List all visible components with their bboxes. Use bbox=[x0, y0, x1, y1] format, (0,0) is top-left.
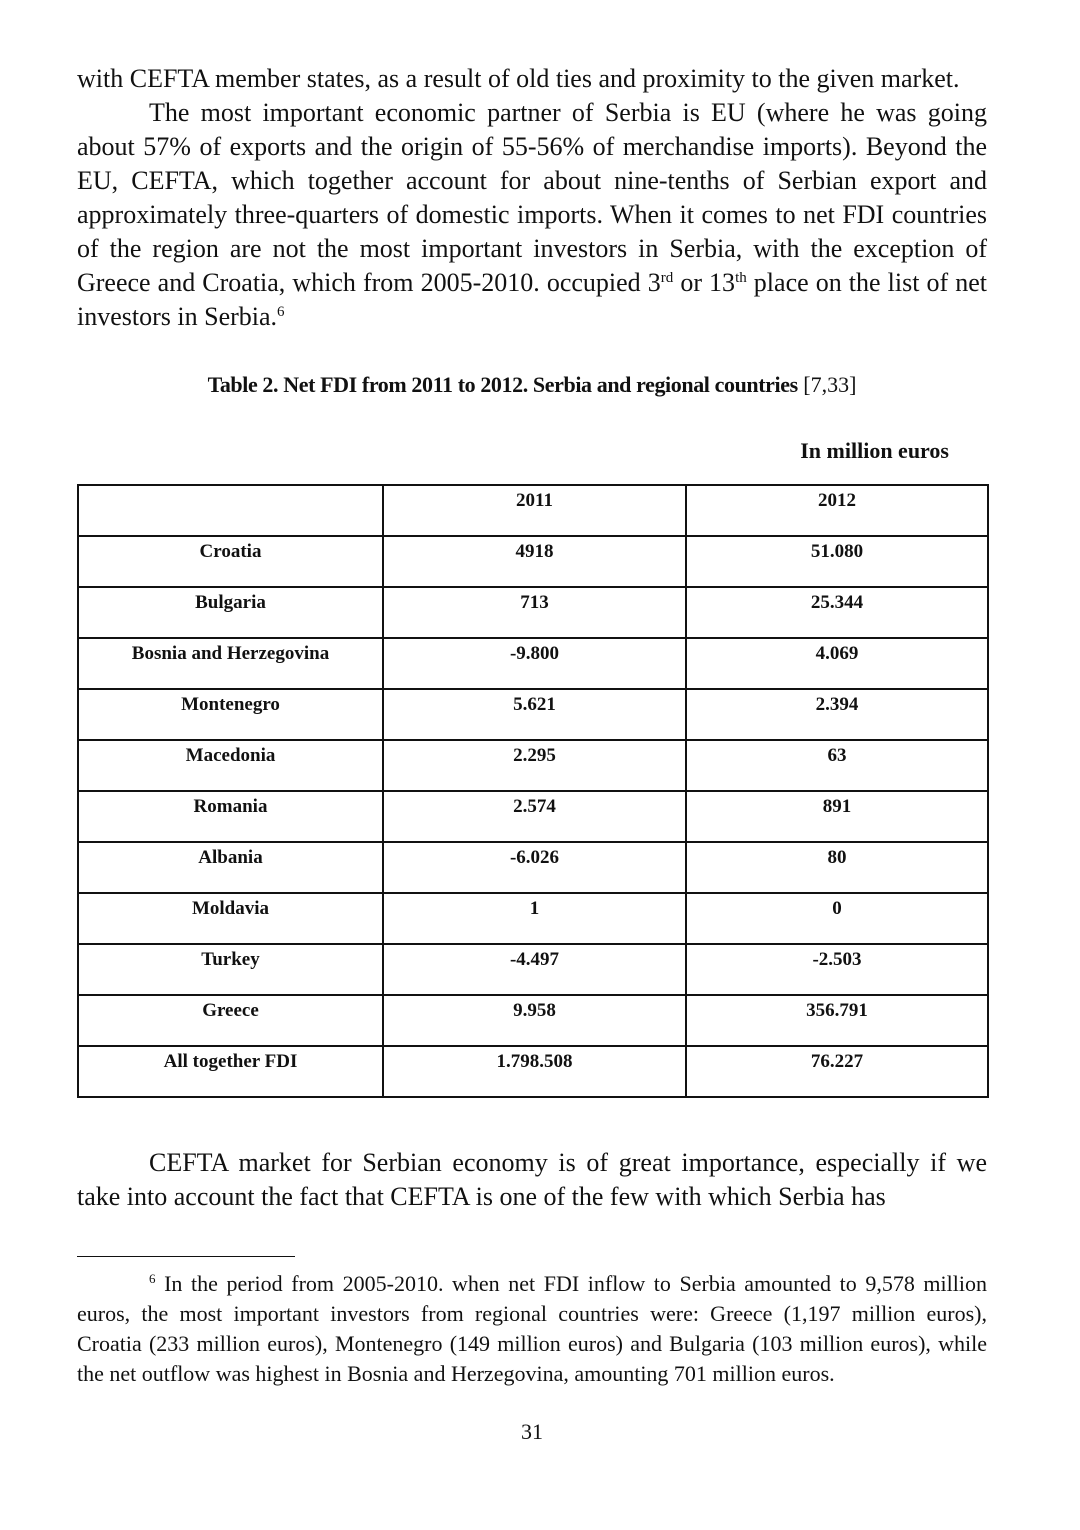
ordinal-suffix-th: th bbox=[735, 270, 747, 286]
footnote-separator bbox=[77, 1256, 295, 1257]
value-2011-cell: 4918 bbox=[383, 536, 686, 587]
country-cell: Romania bbox=[78, 791, 383, 842]
value-2011-cell: -6.026 bbox=[383, 842, 686, 893]
fdi-table bbox=[77, 484, 989, 1098]
country-cell: Bosnia and Herzegovina bbox=[78, 638, 383, 689]
paragraph-2-text-a: The most important economic partner of Serbia is EU (where he was going about 57% of exports and the origin of 55-56% of merchandise imports). Beyond the EU, CEFTA, which together account for about nine-tenths of Serbian export and approximately three-quarters of domestic imports. When it comes to net FDI countries of the region are not the most important investors in Serbia, with the exception of Greece and Croatia, which from 2005-2010. occupied 3 bbox=[77, 98, 987, 297]
country-cell: Macedonia bbox=[78, 740, 383, 791]
paragraph-2 bbox=[77, 96, 987, 334]
country-cell: Turkey bbox=[78, 944, 383, 995]
table-header-row bbox=[78, 485, 988, 536]
value-2012-cell: 80 bbox=[686, 842, 988, 893]
value-2012-cell: -2.503 bbox=[686, 944, 988, 995]
value-2011-cell: 713 bbox=[383, 587, 686, 638]
value-2012-cell: 63 bbox=[686, 740, 988, 791]
value-2012-cell: 891 bbox=[686, 791, 988, 842]
table-caption-citation: [7,33] bbox=[803, 372, 857, 397]
value-2011-cell: 5.621 bbox=[383, 689, 686, 740]
value-2011-cell: 2.295 bbox=[383, 740, 686, 791]
footnote-text: In the period from 2005-2010. when net FDI inflow to Serbia amounted to 9,578 million euros, the most important investors from regional countries were: Greece (1,197 million euros), Croatia (233 million euros), Montenegro (149 million euros) and Bulgaria (103 million euros), while the net outflow was highest in Bosnia and Herzegovina, amounting 701 million euros. bbox=[77, 1271, 987, 1386]
table-row bbox=[78, 944, 988, 995]
value-2011-cell: 9.958 bbox=[383, 995, 686, 1046]
header-cell-2011: 2011 bbox=[383, 485, 686, 536]
country-cell: Greece bbox=[78, 995, 383, 1046]
table-row bbox=[78, 587, 988, 638]
value-2011-cell: 1.798.508 bbox=[383, 1046, 686, 1097]
paragraph-2-text-c: place on the list of net investors in Serbia. bbox=[77, 268, 987, 331]
table-row bbox=[78, 842, 988, 893]
value-2012-cell: 356.791 bbox=[686, 995, 988, 1046]
paragraph-1: with CEFTA member states, as a result of old ties and proximity to the given market. bbox=[77, 64, 960, 93]
table-row bbox=[78, 995, 988, 1046]
table-row bbox=[78, 791, 988, 842]
country-cell: Bulgaria bbox=[78, 587, 383, 638]
table-row bbox=[78, 893, 988, 944]
country-cell: Montenegro bbox=[78, 689, 383, 740]
country-cell: Croatia bbox=[78, 536, 383, 587]
value-2012-cell: 2.394 bbox=[686, 689, 988, 740]
ordinal-suffix-rd: rd bbox=[660, 270, 674, 286]
header-cell-2012: 2012 bbox=[686, 485, 988, 536]
value-2012-cell: 51.080 bbox=[686, 536, 988, 587]
table-row bbox=[78, 638, 988, 689]
value-2011-cell: -4.497 bbox=[383, 944, 686, 995]
footnote bbox=[77, 1269, 987, 1389]
value-2012-cell: 4.069 bbox=[686, 638, 988, 689]
country-cell: Albania bbox=[78, 842, 383, 893]
paragraph-3: CEFTA market for Serbian economy is of great importance, especially if we take into account the fact that CEFTA is one of the few with which Serbia has bbox=[77, 1148, 987, 1211]
value-2011-cell: 1 bbox=[383, 893, 686, 944]
table-row bbox=[78, 689, 988, 740]
country-cell: Moldavia bbox=[78, 893, 383, 944]
footnote-marker: 6 bbox=[149, 1271, 156, 1286]
header-cell-empty bbox=[78, 485, 383, 536]
country-cell: All together FDI bbox=[78, 1046, 383, 1097]
page-number: 31 bbox=[521, 1419, 543, 1444]
value-2011-cell: 2.574 bbox=[383, 791, 686, 842]
value-2012-cell: 76.227 bbox=[686, 1046, 988, 1097]
table-caption-title: Table 2. Net FDI from 2011 to 2012. Serbia and regional countries bbox=[207, 372, 798, 397]
document-page bbox=[77, 62, 987, 1447]
footnote-reference: 6 bbox=[277, 304, 285, 320]
table-total-row bbox=[78, 1046, 988, 1097]
table-unit-label: In million euros bbox=[800, 438, 949, 463]
table-row bbox=[78, 740, 988, 791]
value-2011-cell: -9.800 bbox=[383, 638, 686, 689]
table-caption bbox=[77, 370, 987, 400]
paragraph-2-text-b: or 13 bbox=[673, 268, 736, 297]
value-2012-cell: 25.344 bbox=[686, 587, 988, 638]
table-row bbox=[78, 536, 988, 587]
value-2012-cell: 0 bbox=[686, 893, 988, 944]
